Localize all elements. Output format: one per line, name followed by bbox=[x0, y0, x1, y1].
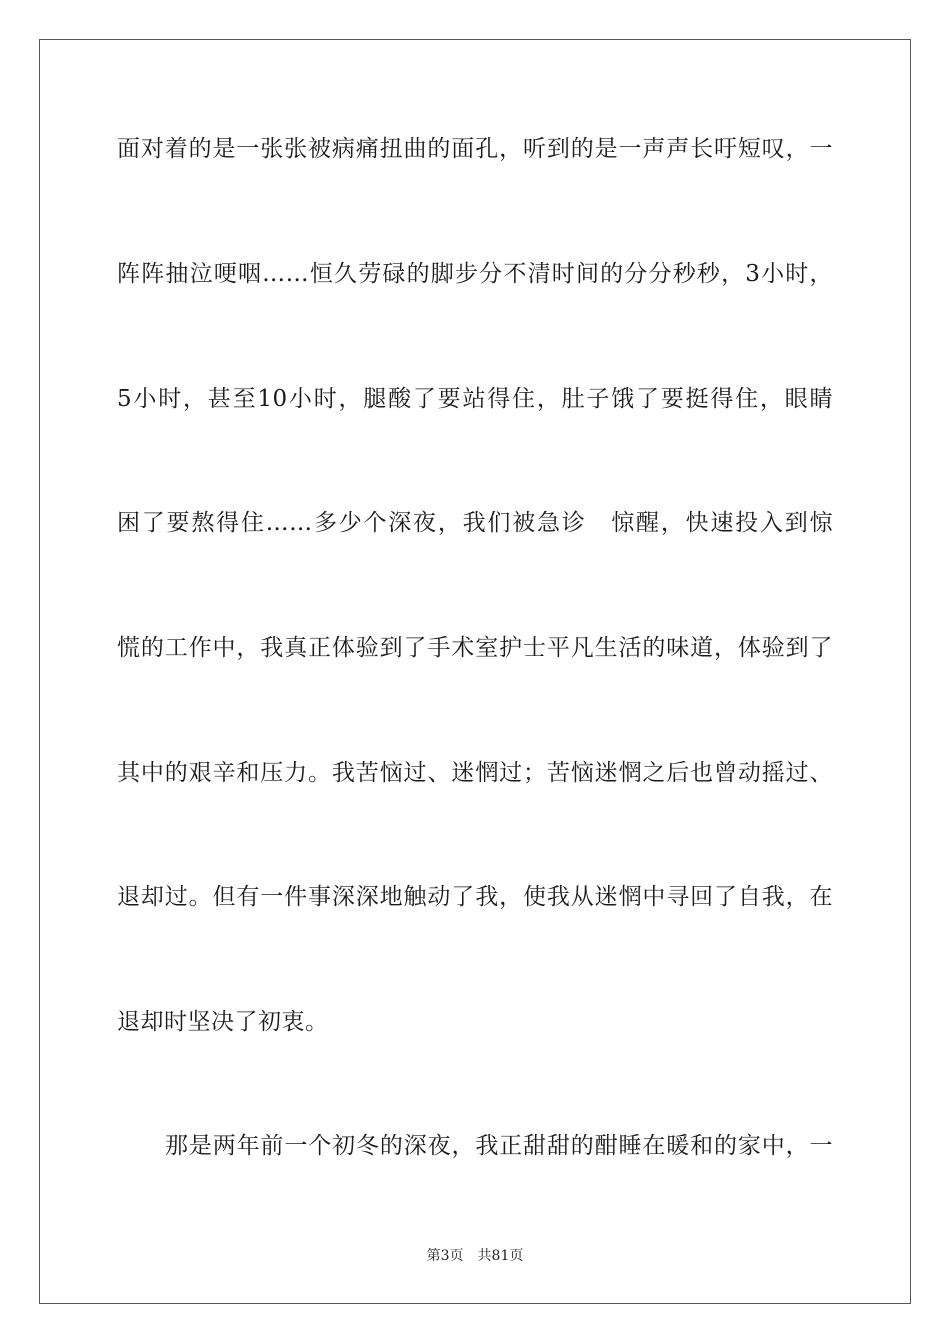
text-line-9-paragraph-start: 那是两年前一个初冬的深夜，我正甜甜的酣睡在暖和的家中，一 bbox=[165, 1133, 833, 1159]
page-number: 第3页 bbox=[426, 1248, 464, 1264]
page-footer bbox=[0, 1247, 950, 1265]
text-line-3: 5小时，甚至10小时，腿酸了要站得住，肚子饿了要挺得住，眼睛 bbox=[117, 386, 833, 412]
text-line-5: 慌的工作中，我真正体验到了手术室护士平凡生活的味道，体验到了 bbox=[117, 635, 833, 661]
text-line-2: 阵阵抽泣哽咽……恒久劳碌的脚步分不清时间的分分秒秒，3小时， bbox=[117, 261, 833, 287]
text-line-1: 面对着的是一张张被病痛扭曲的面孔，听到的是一声声长吁短叹，一 bbox=[117, 136, 833, 162]
text-line-8: 退却时坚决了初衷。 bbox=[117, 1009, 329, 1035]
text-line-7: 退却过。但有一件事深深地触动了我，使我从迷惘中寻回了自我，在 bbox=[117, 884, 833, 910]
page-border bbox=[39, 39, 911, 1304]
text-line-4: 困了要熬得住……多少个深夜，我们被急诊 惊醒，快速投入到惊 bbox=[117, 510, 833, 536]
text-line-6: 其中的艰辛和压力。我苦恼过、迷惘过；苦恼迷惘之后也曾动摇过、 bbox=[117, 760, 833, 786]
total-pages: 共81页 bbox=[477, 1248, 524, 1264]
